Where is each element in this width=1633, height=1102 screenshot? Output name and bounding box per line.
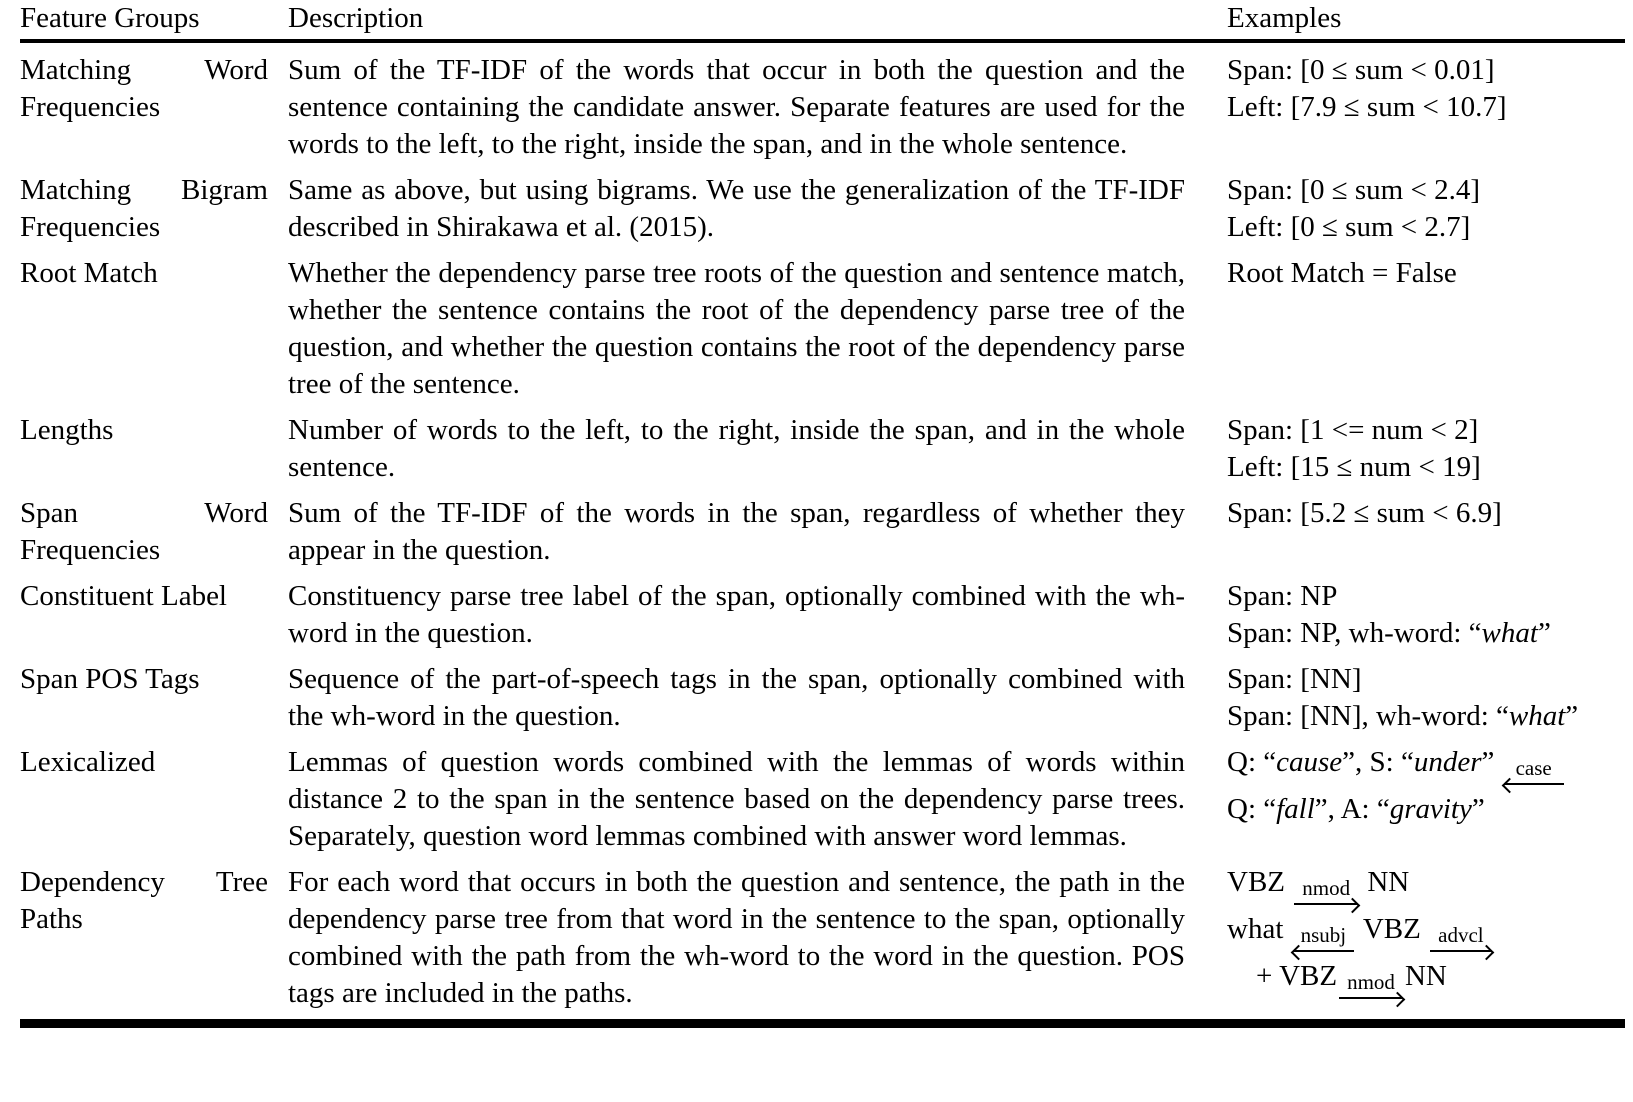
example-line: Left: [0 ≤ sum < 2.7] bbox=[1227, 211, 1471, 243]
arrow-label: nmod bbox=[1347, 970, 1395, 994]
example-line: Q: “fall”, A: “gravity” bbox=[1227, 793, 1485, 825]
italic-term: fall bbox=[1276, 793, 1315, 825]
arrow-right-icon bbox=[1429, 925, 1492, 958]
table-row bbox=[20, 43, 1625, 163]
arrow-shaft bbox=[1292, 945, 1356, 958]
description-cell: Lemmas of question words combined with the lemmas of words within distance 2 to the span in the sentence based on the dependency parse trees. Separately, question word lemmas combined with answer word lemmas. bbox=[288, 746, 1185, 852]
arrow-shaft bbox=[1503, 778, 1565, 791]
example-line: what nsubj VBZ advcl bbox=[1227, 911, 1621, 958]
examples-cell bbox=[1227, 172, 1625, 246]
arrow-label: nsubj bbox=[1300, 923, 1347, 947]
feature-group-cell: Span Word Frequencies bbox=[20, 497, 268, 566]
table-row bbox=[20, 403, 1625, 486]
italic-term: what bbox=[1481, 617, 1538, 649]
example-line: Left: [15 ≤ num < 19] bbox=[1227, 451, 1481, 483]
feature-group-cell: Matching Word Frequencies bbox=[20, 54, 268, 123]
table-row bbox=[20, 569, 1625, 652]
examples-cell bbox=[1227, 52, 1625, 126]
arrow-left-icon bbox=[1292, 925, 1356, 958]
table-row bbox=[20, 735, 1625, 855]
examples-cell bbox=[1227, 578, 1625, 652]
example-line: Span: [0 ≤ sum < 2.4] bbox=[1227, 174, 1480, 206]
examples-cell bbox=[1227, 412, 1625, 486]
arrow-left-icon bbox=[1503, 758, 1565, 791]
feature-group-cell: Dependency Tree Paths bbox=[20, 866, 268, 935]
table-header-row bbox=[20, 1, 1625, 36]
example-line: Q: “cause”, S: “under” case bbox=[1227, 744, 1621, 791]
table-row bbox=[20, 163, 1625, 246]
table-row bbox=[20, 855, 1625, 1012]
arrow-right-icon bbox=[1293, 878, 1359, 911]
description-cell: Same as above, but using bigrams. We use the generalization of the TF-IDF described in Shirakawa et al. (2015). bbox=[288, 174, 1185, 243]
feature-group-cell: Lexicalized bbox=[20, 746, 156, 778]
description-cell: Constituency parse tree label of the span, optionally combined with the wh-word in the question. bbox=[288, 580, 1185, 649]
feature-group-cell: Matching Bigram Frequencies bbox=[20, 174, 268, 243]
example-line: Span: [0 ≤ sum < 0.01] bbox=[1227, 54, 1495, 86]
table-body bbox=[20, 43, 1625, 1012]
feature-group-cell: Lengths bbox=[20, 414, 114, 446]
arrow-shaft bbox=[1429, 945, 1492, 958]
example-line: Span: [NN] bbox=[1227, 663, 1362, 695]
example-line: Left: [7.9 ≤ sum < 10.7] bbox=[1227, 91, 1507, 123]
column-header-feature-groups: Feature Groups bbox=[20, 2, 200, 34]
description-cell: Sum of the TF-IDF of the words in the span, regardless of whether they appear in the question. bbox=[288, 497, 1185, 566]
example-line: Span: NP bbox=[1227, 580, 1338, 612]
examples-cell bbox=[1227, 744, 1625, 828]
table-row bbox=[20, 652, 1625, 735]
italic-term: gravity bbox=[1389, 793, 1472, 825]
arrow-label: case bbox=[1515, 756, 1552, 780]
example-line: Span: [1 <= num < 2] bbox=[1227, 414, 1479, 446]
examples-cell bbox=[1227, 864, 1625, 1005]
italic-term: cause bbox=[1276, 746, 1343, 778]
description-cell: Whether the dependency parse tree roots of the question and sentence match, whether the sentence contains the root of the dependency parse tree of the question, and whether the question contains the root of the dependency parse tree of the sentence. bbox=[288, 257, 1185, 400]
example-line: VBZ nmod NN bbox=[1227, 864, 1621, 911]
feature-group-cell: Root Match bbox=[20, 257, 158, 289]
description-cell: Sum of the TF-IDF of the words that occur in both the question and the sentence containing the candidate answer. Separate features are used for the words to the left, to the right, inside the span, and in the whole sentence. bbox=[288, 54, 1185, 160]
description-cell: For each word that occurs in both the question and sentence, the path in the dependency parse tree from that word in the sentence to the span, optionally combined with the path from the wh-word to the word in the question. POS tags are included in the paths. bbox=[288, 866, 1185, 1009]
arrow-shaft bbox=[1293, 898, 1359, 911]
feature-group-cell: Constituent Label bbox=[20, 580, 227, 612]
column-header-examples: Examples bbox=[1227, 2, 1342, 34]
example-line: Span: [NN], wh-word: “what” bbox=[1227, 700, 1579, 732]
column-header-description: Description bbox=[288, 2, 424, 34]
arrow-right-icon bbox=[1338, 972, 1404, 1005]
examples-cell bbox=[1227, 495, 1625, 532]
description-cell: Sequence of the part-of-speech tags in the span, optionally combined with the wh-word in the question. bbox=[288, 663, 1185, 732]
table-row bbox=[20, 246, 1625, 403]
example-line: Root Match = False bbox=[1227, 257, 1457, 289]
arrow-label: nmod bbox=[1302, 876, 1351, 900]
example-line: + VBZ nmod NN bbox=[1227, 958, 1621, 1005]
table-row bbox=[20, 486, 1625, 569]
feature-group-cell: Span POS Tags bbox=[20, 663, 200, 695]
description-cell: Number of words to the left, to the right, inside the span, and in the whole sentence. bbox=[288, 414, 1185, 483]
arrow-shaft bbox=[1338, 992, 1404, 1005]
arrow-label: advcl bbox=[1438, 923, 1484, 947]
examples-cell bbox=[1227, 661, 1625, 735]
bottom-rule bbox=[20, 1019, 1625, 1028]
examples-cell bbox=[1227, 255, 1625, 292]
example-line: Span: [5.2 ≤ sum < 6.9] bbox=[1227, 497, 1502, 529]
italic-term: under bbox=[1413, 746, 1482, 778]
example-line: Span: NP, wh-word: “what” bbox=[1227, 617, 1551, 649]
italic-term: what bbox=[1508, 700, 1566, 732]
